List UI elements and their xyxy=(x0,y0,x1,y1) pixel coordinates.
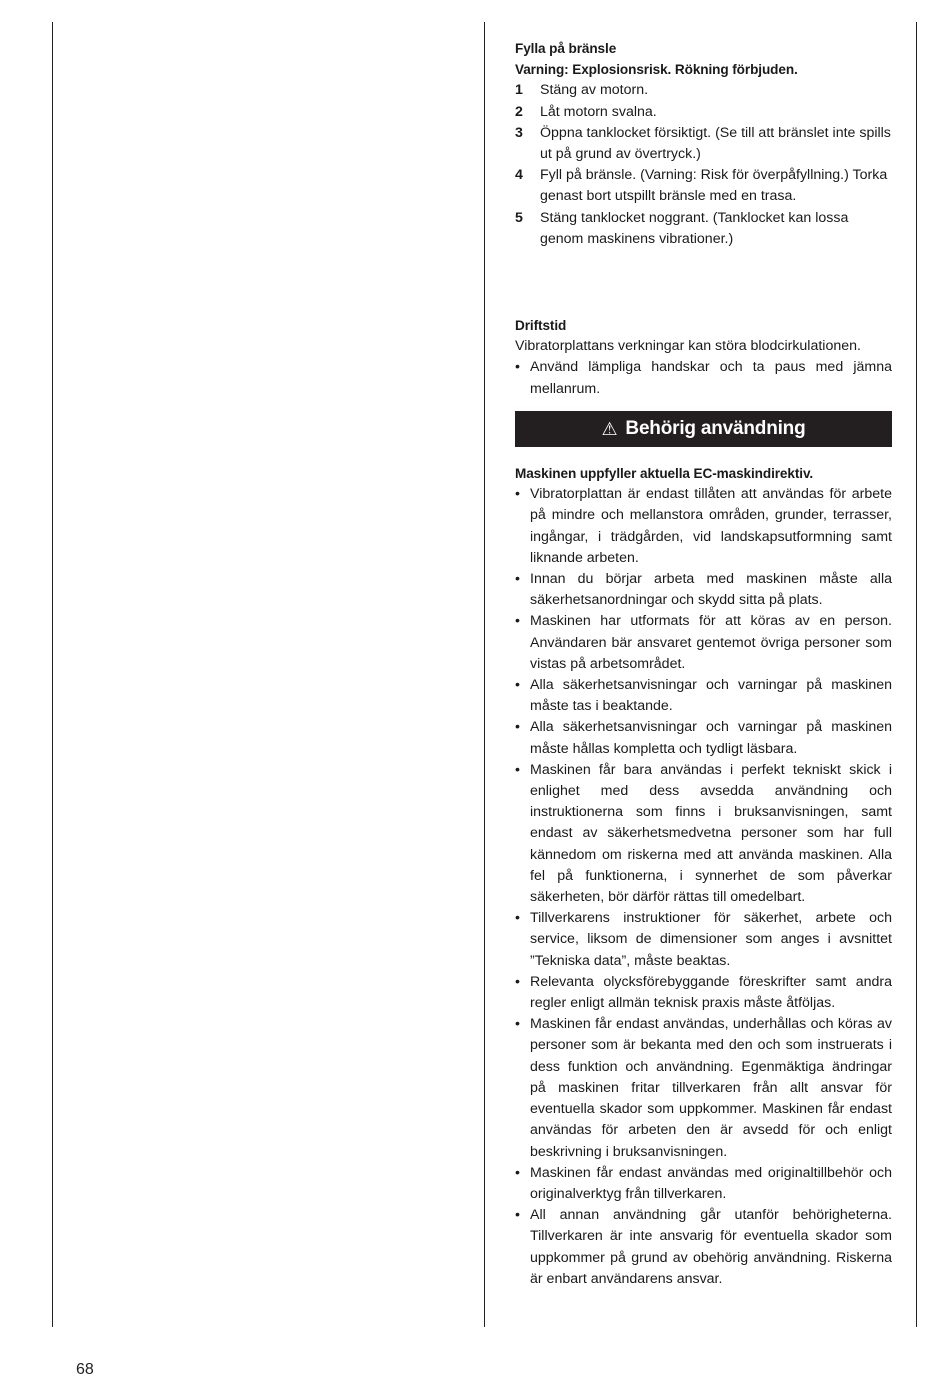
usage-section-banner xyxy=(515,411,892,447)
list-item xyxy=(515,675,892,717)
bullet: • xyxy=(515,910,520,927)
list-item-text: Innan du börjar arbeta med maskinen måste alla säkerhetsanordningar och skydd sitta på plats. xyxy=(530,571,892,609)
middle-column-rule xyxy=(484,22,485,1327)
list-item-text: All annan användning går utanför behörigheterna. Tillverkaren är inte ansvarig för eventuella skador som uppkommer på grund av obehörig användning. Riskerna är enbart användarens ansvar. xyxy=(530,1207,892,1287)
list-item-text: Maskinen har utformats för att köras av en person. Användaren bär ansvaret gentemot övriga personer som vistas på arbetsområdet. xyxy=(530,613,892,672)
step-number: 4 xyxy=(515,167,523,184)
usage-heading: Maskinen uppfyller aktuella EC-maskindirektiv. xyxy=(515,466,814,481)
bullet: • xyxy=(515,719,520,736)
fuel-step xyxy=(515,102,892,123)
list-item xyxy=(515,357,892,399)
list-item-text: Maskinen får endast användas, underhållas och köras av personer som är bekanta med den och som instruerats i dess funktion och användning. Egenmäktiga ändringar på maskinen fritar tillverkaren från allt ansvar för eventuella skador som uppkommer. Maskinen får endast användas för arbeten den är avsedd för och enligt beskrivning i bruksanvisningen. xyxy=(530,1016,892,1160)
left-column-rule xyxy=(52,22,53,1327)
fuel-step xyxy=(515,80,892,101)
list-item xyxy=(515,972,892,1014)
bullet: • xyxy=(515,486,520,503)
right-column-rule xyxy=(916,22,917,1327)
list-item-text: Maskinen får endast användas med originaltillbehör och originalverktyg från tillverkaren. xyxy=(530,1164,892,1202)
step-text: Fyll på bränsle. (Varning: Risk för överpåfyllning.) Torka genast bort utspillt bränsle med en trasa. xyxy=(540,167,888,205)
warning-triangle-icon: ⚠ xyxy=(601,418,618,439)
fuel-heading: Fylla på bränsle xyxy=(515,41,617,56)
list-item-text: Relevanta olycksförebyggande föreskrifter samt andra regler enligt allmän teknisk praxis måste åtföljas. xyxy=(530,973,892,1012)
list-item xyxy=(515,908,892,972)
fuel-section xyxy=(515,38,892,250)
bullet: • xyxy=(515,973,520,990)
list-item xyxy=(515,1163,892,1205)
page-number: 68 xyxy=(76,1361,94,1378)
operating-time-section xyxy=(515,315,892,400)
operating-time-heading: Driftstid xyxy=(515,318,567,333)
fuel-step xyxy=(515,123,892,165)
step-text: Låt motorn svalna. xyxy=(540,103,657,120)
list-item-text: Maskinen får bara användas i perfekt tekniskt skick i enlighet med dess avsedda användning och instruktionerna som finns i bruksanvisningen, samt endast av säkerhetsmedvetna personer som har full kännedom om riskerna med att använda maskinen. Alla fel på funktionerna, i synnerhet de som påverkar säkerheten, bör därför rättas till omedelbart. xyxy=(530,761,892,906)
bullet: • xyxy=(515,1207,520,1224)
step-text: Öppna tanklocket försiktigt. (Se till att bränslet inte spills ut på grund av övertryck.) xyxy=(540,124,891,163)
list-item xyxy=(515,484,892,569)
bullet: • xyxy=(515,613,520,630)
step-text: Stäng av motorn. xyxy=(540,82,649,99)
list-item xyxy=(515,569,892,611)
list-item-text: Alla säkerhetsanvisningar och varningar på maskinen måste hållas kompletta och tydligt läsbara. xyxy=(530,719,892,757)
bullet: • xyxy=(515,677,520,694)
list-item xyxy=(515,1014,892,1162)
operating-time-text: Vibratorplattans verkningar kan störa blodcirkulationen. xyxy=(515,338,861,355)
list-item-text: Alla säkerhetsanvisningar och varningar på maskinen måste tas i beaktande. xyxy=(530,677,892,715)
bullet: • xyxy=(515,1164,520,1181)
usage-banner-title: Behörig användning xyxy=(625,418,806,439)
list-item-text: Använd lämpliga handskar och ta paus med jämna mellanrum. xyxy=(530,359,892,397)
list-item xyxy=(515,717,892,759)
step-number: 1 xyxy=(515,82,523,99)
bullet: • xyxy=(515,571,520,588)
fuel-step xyxy=(515,208,892,250)
list-item xyxy=(515,1205,892,1290)
usage-section xyxy=(515,463,892,1290)
list-item-text: Tillverkarens instruktioner för säkerhet, arbete och service, liksom de dimensioner som anges i avsnittet ”Tekniska data”, måste beaktas. xyxy=(530,910,892,969)
step-number: 3 xyxy=(515,124,523,141)
bullet: • xyxy=(515,359,520,376)
step-text: Stäng tanklocket noggrant. (Tanklocket kan lossa genom maskinens vibrationer.) xyxy=(540,209,849,247)
list-item xyxy=(515,611,892,675)
fuel-warning: Varning: Explosionsrisk. Rökning förbjuden. xyxy=(515,62,798,78)
usage-list xyxy=(515,484,892,1290)
fuel-steps-list xyxy=(515,80,892,250)
bullet: • xyxy=(515,1016,520,1033)
bullet: • xyxy=(515,761,520,778)
step-number: 2 xyxy=(515,103,523,120)
step-number: 5 xyxy=(515,209,523,226)
fuel-step xyxy=(515,165,892,207)
list-item xyxy=(515,760,892,908)
operating-time-list xyxy=(515,357,892,399)
list-item-text: Vibratorplattan är endast tillåten att användas för arbete på mindre och mellanstora områden, grunder, terrasser, ingångar, i trädgården, vid landskapsutformning samt liknande arbeten. xyxy=(530,486,892,566)
